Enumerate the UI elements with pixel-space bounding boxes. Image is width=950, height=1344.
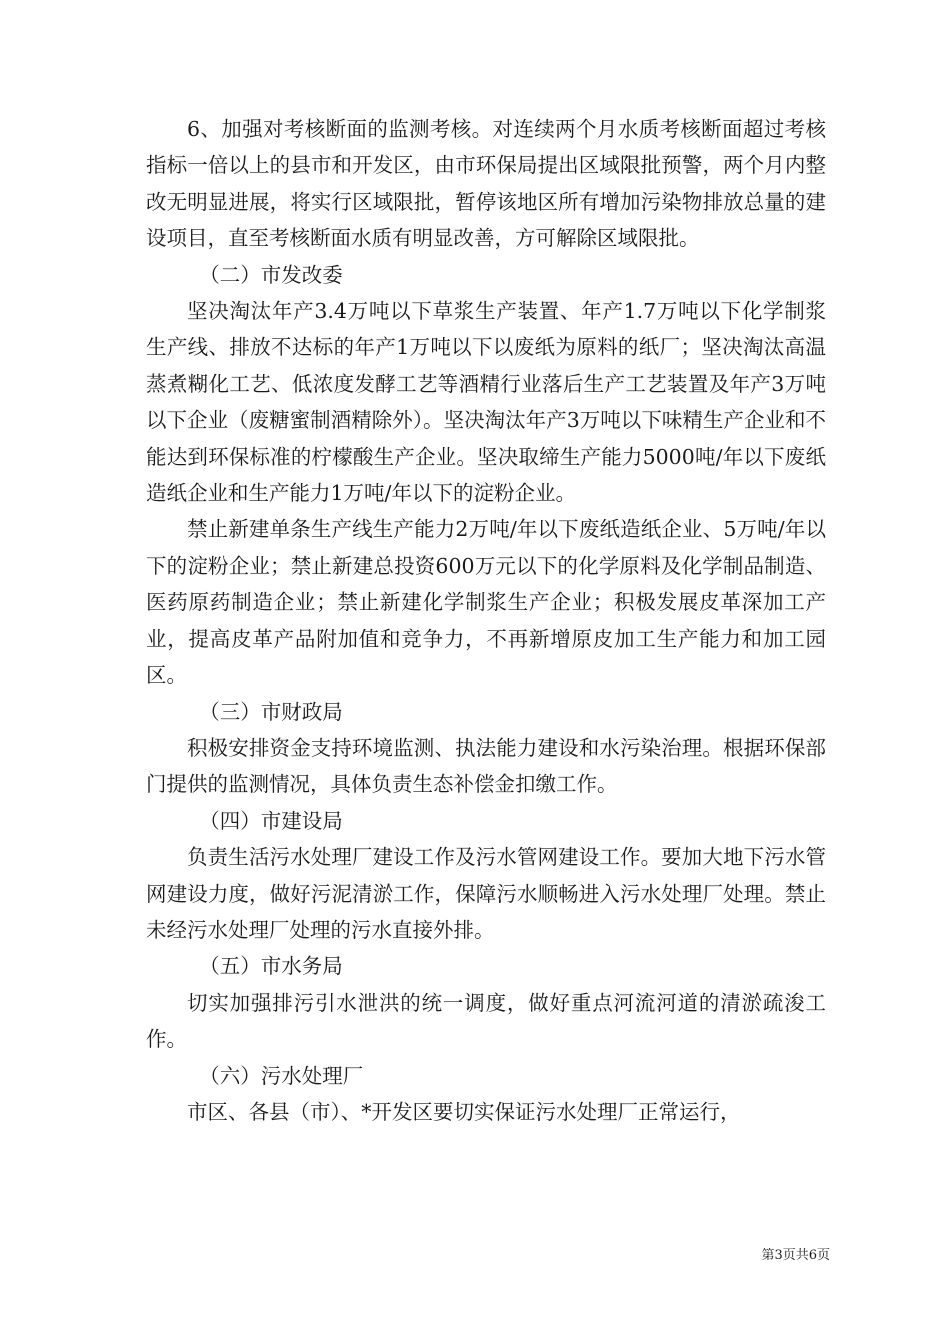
paragraph-finance: 积极安排资金支持环境监测、执法能力建设和水污染治理。根据环保部门提供的监测情况，具体负责生态补偿金扣缴工作。 — [146, 735, 826, 797]
paragraph-water: 切实加强排污引水泄洪的统一调度，做好重点河流河道的清淤疏浚工作。 — [146, 990, 826, 1052]
paragraph-eliminate-outdated: 坚决淘汰年产3.4万吨以下草浆生产装置、年产1.7万吨以下化学制浆生产线、排放不达标的年产1万吨以下以废纸为原料的纸厂；坚决淘汰高温蒸煮糊化工艺、低浓度发酵工艺等酒精行业落后生产工艺装置及年产3万吨以下企业（废糖蜜制酒精除外）。坚决淘汰年产3万吨以下味精生产企业和不能达到环保标准的柠檬酸生产企业。坚决取缔生产能力5000吨/年以下废纸造纸企业和生产能力1万吨/年以下的淀粉企业。 — [146, 299, 826, 506]
section-heading-development-reform: （二）市发改委 — [199, 262, 343, 287]
section-heading-construction-bureau: （四）市建设局 — [199, 808, 343, 833]
section-heading-finance-bureau: （三）市财政局 — [199, 699, 343, 724]
document-body — [146, 111, 826, 1130]
page-number-footer: 第3页共6页 — [761, 1248, 830, 1263]
paragraph-prohibit-new-build: 禁止新建单条生产线生产能力2万吨/年以下废纸造纸企业、5万吨/年以下的淀粉企业；禁止新建总投资600万元以下的化学原料及化学制品制造、医药原药制造企业；禁止新建化学制浆生产企业；积极发展皮革深加工产业，提高皮革产品附加值和竞争力，不再新增原皮加工生产能力和加工园区。 — [146, 517, 826, 688]
section-heading-sewage-plant: （六）污水处理厂 — [199, 1063, 364, 1088]
paragraph-construction: 负责生活污水处理厂建设工作及污水管网建设工作。要加大地下污水管网建设力度，做好污泥清淤工作，保障污水顺畅进入污水处理厂处理。禁止未经污水处理厂处理的污水直接外排。 — [146, 845, 826, 942]
paragraph-sewage-plant: 市区、各县（市）、*开发区要切实保证污水处理厂正常运行， — [187, 1099, 741, 1124]
section-heading-water-bureau: （五）市水务局 — [199, 954, 343, 979]
paragraph-item-6: 6、加强对考核断面的监测考核。对连续两个月水质考核断面超过考核指标一倍以上的县市和开发区，由市环保局提出区域限批预警，两个月内整改无明显进展，将实行区域限批，暂停该地区所有增加污染物排放总量的建设项目，直至考核断面水质有明显改善，方可解除区域限批。 — [146, 117, 826, 251]
